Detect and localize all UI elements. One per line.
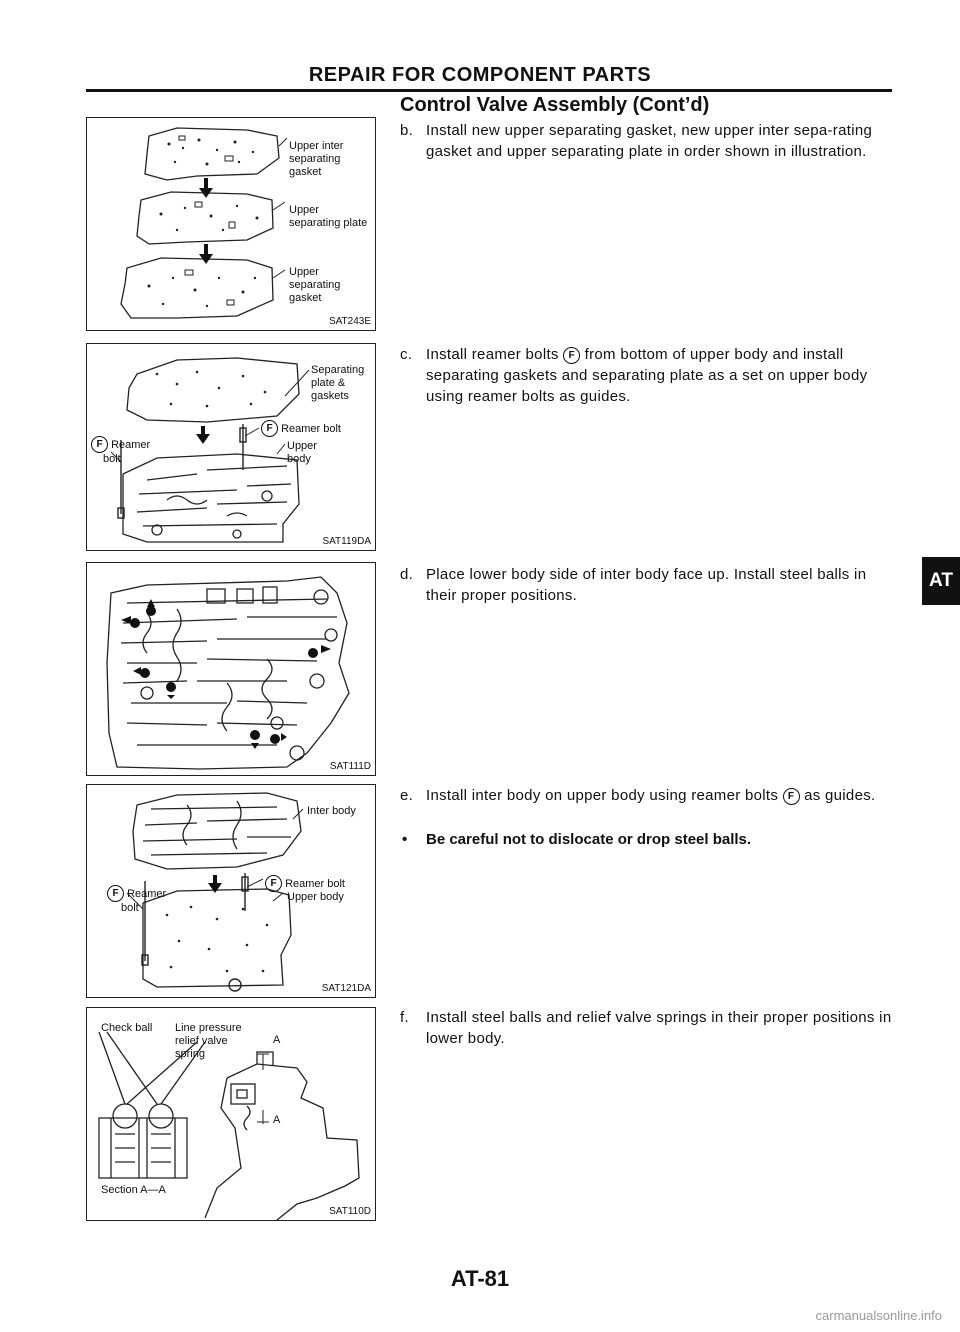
label-reamer-bolt-right: F Reamer bolt	[261, 420, 341, 437]
figure-code: SAT243E	[328, 316, 371, 327]
figure-sat110d	[86, 1007, 376, 1221]
label-upper-body: Upper body	[287, 440, 317, 465]
header-rule	[86, 89, 892, 92]
figure-sat243e	[86, 117, 376, 331]
steel-ball-positions-illustration	[87, 563, 375, 775]
label-reamer-bolt-right: F Reamer bolt	[265, 875, 345, 892]
step-c: c. Install reamer bolts F from bottom of upper body and install separating gaskets and separating plate as a set on upper body using reamer bolts as guides.	[400, 346, 868, 405]
reamer-bolt-symbol: F	[783, 788, 800, 805]
label-reamer-bolt-left: F Reamer bolt	[91, 436, 150, 466]
watermark: carmanualsonline.info	[815, 1308, 942, 1323]
figure-sat121da	[86, 784, 376, 998]
label-separating-plate-gaskets: Separating plate & gaskets	[311, 364, 365, 402]
section-tab-at: AT	[922, 557, 960, 605]
caution-bullet: • Be careful not to dislocate or drop steel balls.	[402, 831, 752, 848]
label-upper-inter-gasket: Upper inter separating gasket	[289, 140, 344, 178]
label-line-pressure-relief-valve-spring: Line pressure relief valve spring	[175, 1022, 242, 1060]
figure-sat119da	[86, 343, 376, 551]
reamer-bolt-symbol: F	[563, 347, 580, 364]
figure-code: SAT119DA	[322, 536, 371, 547]
step-b: b. Install new upper separating gasket, new upper inter sepa-rating gasket and upper separating plate in order shown in illustration.	[400, 122, 873, 160]
figure-code: SAT110D	[329, 1206, 371, 1217]
label-section-a-top: A	[273, 1034, 281, 1046]
section-subtitle: Control Valve Assembly (Cont’d)	[400, 94, 710, 116]
figure-sat111d	[86, 562, 376, 776]
figure-code: SAT121DA	[321, 983, 371, 994]
label-section-a-bottom: A	[273, 1114, 281, 1126]
label-reamer-bolt-left: F Reamer bolt	[107, 885, 166, 915]
label-inter-body: Inter body	[307, 805, 356, 817]
label-upper-separating-gasket: Upper separating gasket	[289, 266, 341, 304]
step-f: f. Install steel balls and relief valve springs in their proper positions in lower body.	[400, 1009, 892, 1047]
label-upper-separating-plate: Upper separating plate	[289, 204, 368, 229]
label-upper-body: Upper body	[287, 891, 344, 903]
label-section-a-a: Section A—A	[101, 1184, 166, 1196]
step-d: d. Place lower body side of inter body face up. Install steel balls in their proper positions.	[400, 566, 867, 604]
label-check-ball: Check ball	[101, 1022, 153, 1034]
step-e: e. Install inter body on upper body using reamer bolts F as guides.	[400, 787, 876, 804]
figure-code: SAT111D	[329, 761, 371, 772]
page-number: AT-81	[450, 1266, 510, 1291]
page-header-title: REPAIR FOR COMPONENT PARTS	[308, 64, 652, 86]
